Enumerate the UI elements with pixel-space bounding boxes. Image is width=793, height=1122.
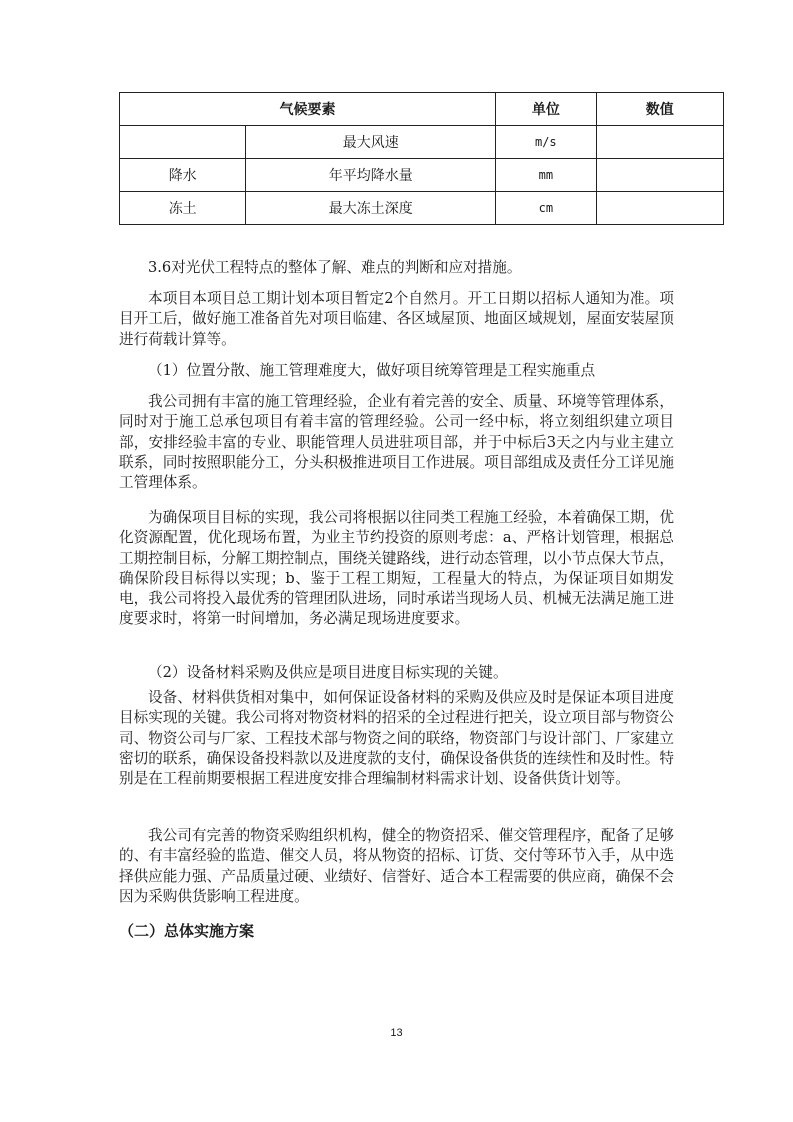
header-unit: 单位 — [496, 93, 597, 126]
paragraph-schedule: 本项目本项目总工期计划本项目暂定2个自然月。开工日期以招标人通知为准。项目开工后，做好施工准备首先对项目临建、各区域屋顶、地面区域规划，屋面安装屋顶进行荷载计算等。 — [119, 290, 674, 348]
climate-table — [119, 92, 724, 225]
row-item: 最大风速 — [246, 126, 496, 159]
row-value — [596, 126, 723, 159]
header-value: 数值 — [596, 93, 723, 126]
row-category: 降水 — [120, 159, 246, 192]
row-item: 最大冻土深度 — [246, 192, 496, 225]
paragraph-management-experience: 我公司拥有丰富的施工管理经验，企业有着完善的安全、质量、环境等管理体系，同时对于施工总承包项目有着丰富的管理经验。公司一经中标，将立刻组织建立项目部，安排经验丰富的专业、职能管理人员进驻项目部，并于中标后3天之内与业主建立联系，同时按照职能分工，分头积极推进项目工作进展。项目部组成及责任分工详见施工管理体系。 — [119, 393, 674, 492]
table-header-row — [120, 93, 724, 126]
paragraph-schedule-assurance: 为确保项目目标的实现，我公司将根据以往同类工程施工经验，本着确保工期，优化资源配置，优化现场布置，为业主节约投资的原则考虑：a、严格计划管理，根据总工期控制目标，分解工期控制点，围绕关键路线，进行动态管理，以小节点保大节点，确保阶段目标得以实现；b、鉴于工程工期短，工程量大的特点，为保证项目如期发电，我公司将投入最优秀的管理团队进场，同时承诺当现场人员、机械无法满足施工进度要求时，将第一时间增加，务必满足现场进度要求。 — [119, 509, 674, 628]
table-row — [120, 159, 724, 192]
page-number: 13 — [390, 1027, 403, 1039]
paragraph-point-2: （2）设备材料采购及供应是项目进度目标实现的关键。 — [148, 664, 508, 681]
paragraph-3-6-heading: 3.6对光伏工程特点的整体了解、难点的判断和应对措施。 — [148, 259, 522, 276]
row-category — [120, 126, 246, 159]
row-unit: mm — [496, 159, 597, 192]
row-category: 冻土 — [120, 192, 246, 225]
paragraph-supplier: 我公司有完善的物资采购组织机构，健全的物资招采、催交管理程序，配备了足够的、有丰富经验的监造、催交人员，将从物资的招标、订货、交付等环节入手，从中选择供应能力强、产品质量过硬、业绩好、信誉好、适合本工程需要的供应商，确保不会因为采购供货影响工程进度。 — [119, 827, 674, 905]
table-row — [120, 126, 724, 159]
row-value — [596, 192, 723, 225]
paragraph-procurement: 设备、材料供货相对集中，如何保证设备材料的采购及供应及时是保证本项目进度目标实现的关键。我公司将对物资材料的招采的全过程进行把关，设立项目部与物资公司、物资公司与厂家、工程技术部与物资之间的联络，物资部门与设计部门、厂家建立密切的联系，确保设备投料款以及进度款的支付，确保设备供货的连续性和及时性。特别是在工程前期要根据工程进度安排合理编制材料需求计划、设备供货计划等。 — [119, 689, 674, 788]
row-value — [596, 159, 723, 192]
row-unit: m/s — [496, 126, 597, 159]
section-heading: （二）总体实施方案 — [119, 922, 255, 940]
table-row — [120, 192, 724, 225]
header-climate-element: 气候要素 — [120, 93, 496, 126]
row-unit: cm — [496, 192, 597, 225]
paragraph-point-1: （1）位置分散、施工管理难度大，做好项目统筹管理是工程实施重点 — [148, 362, 596, 379]
row-item: 年平均降水量 — [246, 159, 496, 192]
